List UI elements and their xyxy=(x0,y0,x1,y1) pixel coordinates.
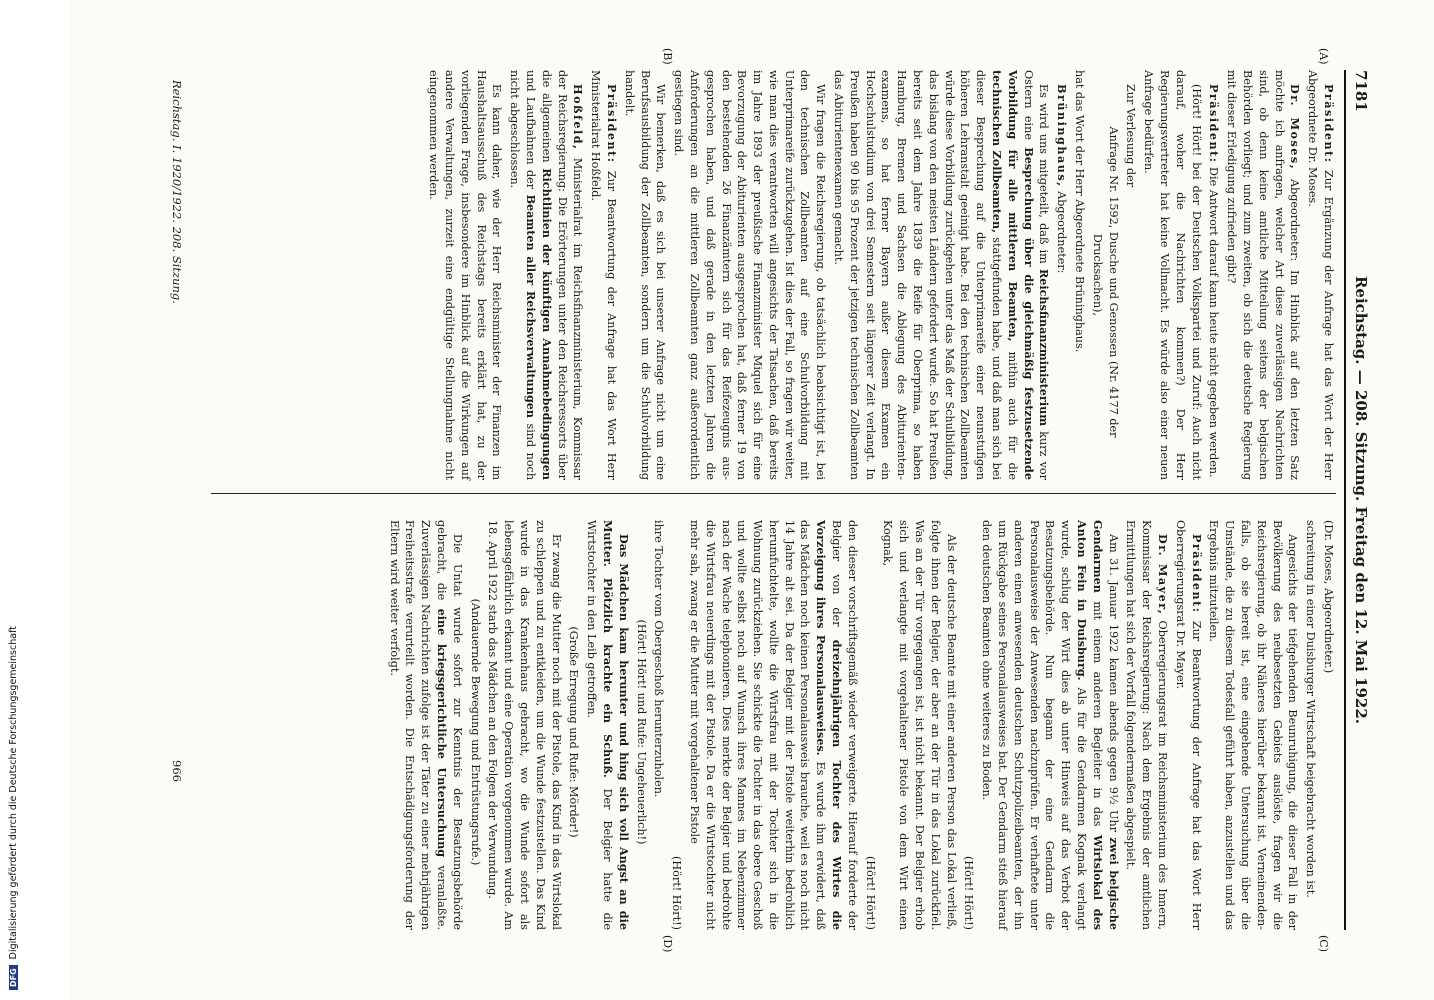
right-column xyxy=(423,70,1336,480)
dfg-credit-text: Digitalisierung gefördert durch die Deutsche Forschungsgemeinschaft xyxy=(8,626,19,960)
paragraph-text: Die Antwort darauf kann heute nicht gegeben werden. xyxy=(1207,167,1221,478)
speaker-name: Präsident: xyxy=(1189,534,1204,614)
dfg-credit xyxy=(8,626,19,990)
paragraph: Angesichts der tiefgehenden Beunruhigung, die dieser Fall in der Bevölkerung des neubesetzten Gebiets auslöste, fragen wir die Reichsregierung, ob ihr Näheres hierüber bekannt ist. Verneinendenfalls, ob sie bereit ist, eine eingehende Untersuchung über die Umstände, die zu diesem Todesfall geführt haben, anzustellen und das Ergebnis mitzuteilen. xyxy=(1207,520,1300,930)
paragraph-text: Der Belgier hatte die Wirtstochter in den Leib getroffen. xyxy=(585,520,614,930)
dfg-logo: DFG xyxy=(9,965,18,990)
paragraph-text: kurz vor Ostern eine xyxy=(1021,70,1051,480)
paragraph-text: Ministerialrat im Reichsfinanzministerium, Kommissar der Reichsregierung: Die Erörterungen unter den Reichsressorts über die allgemeinen xyxy=(539,70,585,480)
paragraph: Zur Verlesung der xyxy=(1124,84,1138,188)
paragraph-text: veranlaßte. Zuverlässigen Nachrichten zufolge ist der Täter zu einer mehrjährigen Freiheitsstrafe verurteilt worden. Die Entschädigungsforderung der Eltern wird weiter verfolgt. xyxy=(387,520,448,930)
margin-marker-a: (A) xyxy=(1317,48,1330,65)
interjection: (Andauernde Bewegung und Entrüstungsrufe.) xyxy=(468,598,482,866)
emphasis-text: Richtlinien der künftigen Annahmebedingungen xyxy=(539,168,554,480)
page-header xyxy=(1344,70,1374,930)
paragraph-text: Zur Beantwortung der Anfrage hat das Wort Herr Ministerialrat Hoßfeld. xyxy=(589,70,618,480)
paragraph: Es kann daher, wie der Herr Reichsminister der Finanzen im Haushaltsausschuß des Reichstags bereits erklärt hat, zu der vorliegenden Frage, insbesondere im Hinblick auf die Wirkungen auf andere Verwaltungen, zurzeit eine endgültige Stellungnahme nicht eingenommen werden. xyxy=(427,70,504,480)
margin-marker-c: (C) xyxy=(1317,935,1330,952)
emphasis-text: eine kriegsgerichtliche Untersuchung xyxy=(434,608,449,858)
paragraph: Er zwang die Mutter noch mit der Pistole, das Kind in das Wirtslokal zu schleppen und zu entkleiden, um die Wunde festzustellen. Das Kind wurde in das Krankenhaus gebracht, wo die Wunde sofort als lebensgefährlich erkannt und eine Operation vorgenommen wurde. Am 18. April 1922 starb das Mädchen an den Folgen der Verwundung. xyxy=(486,520,563,930)
paragraph: Wir fragen die Reichsregierung, ob tatsächlich beabsichtigt ist, bei den technischen Zollbeamten auf eine Schulvorbildung mit Unterprimareife zurückzugehen. Ist dies der Fall, so fragen wir weiter, wie man dies verantworten will angesichts der Tatsachen, daß bereits im Jahre 1893 der preußische Finanzminister Miquel sich für eine Bevorzugung der Abiturienten ausgesprochen hat, daß ferner 19 von den bestehenden 26 Finanzämtern sich für das Reifezeugnis ausgesprochen haben, und daß gerade in den letzten Jahren die Anforderungen an die mittleren Zollbeamten ganz außerordentlich gestiegen sind. xyxy=(672,70,828,480)
paragraph: Wir bemerken, daß es sich bei unserer Anfrage nicht um eine Berufsausbildung der Zollbeamten, sondern um die Schulvorbildung handelt. xyxy=(622,70,668,480)
speaker-name: Präsident: xyxy=(1322,84,1336,164)
emphasis-text: Wirtslokal des Anton Fein in Duisburg. xyxy=(1075,520,1105,930)
paragraph-text: Die Untat wurde sofort zur Kenntnis der Besatzungsbehörde gebracht, die xyxy=(434,520,464,930)
interjection: (Große Erregung und Rufe: Mörder!) xyxy=(567,626,581,838)
paragraph-text: Abgeordneter: xyxy=(1055,191,1069,274)
paragraph-text: mithin auch für die xyxy=(1005,351,1019,480)
column-divider xyxy=(211,493,1336,494)
footer-session: Reichstag. I. 1920/1922. 208. Sitzung. xyxy=(170,80,184,304)
paragraph-text: stattgefunden habe, und daß man sich bei dieser Besprechung auf die Unterprimareife einer neunstufigen höheren Lehranstalt geeinigt habe. Bei den technischen Zollbeamten würde diese Vorbildung zurückgehen unter das Maß der Schulbildung, das bislang von den meisten Ländern gefordert wurde. So hat Preußen bereits seit dem Jahre 1839 die Reife für Oberprima, so haben Hamburg, Bremen und Sachsen die Ablegung des Abiturientenexamens, so hat ferner Bayern außer diesem Examen ein Hochschulstudium von drei Semestern seit längerer Zeit verlangt. In Preußen haben 90 bis 95 Prozent der jetzigen technischen Zollbeamten das Abiturientenexamen gemacht. xyxy=(832,70,1004,480)
margin-marker-b: (B) xyxy=(661,48,674,65)
paragraph-text: Es wurde ihm erwidert, daß das Mädchen noch keinen Personalausweis brauche, weil es noch nicht 14 Jahre alt sei. Da der Belgier mit der Pistole weiterhin bedrohlich herumfuchtelte, wollte die Wirtsfrau mit der Tochter sich in die Wohnung zurückziehen. Sie schickte die Tochter in das obere Geschoß und wollte selbst noch auf Wunsch ihres Mannes im Nebenzimmer nach der Wache telephonieren. Dies merkte der Belgier und bedrohte die Wirtsfrau neuerdings mit der Pistole. Da er die Wirtstochter nicht mehr sah, zwang er die Mutter mit vorgehaltener Pistole xyxy=(687,520,828,931)
emphasis-text: Reichsfinanzministerium xyxy=(1037,268,1052,427)
speaker-note: (Dr. Moses, Abgeordneter.) xyxy=(1322,520,1335,674)
emphasis-text: zwei belgische Gendarmen xyxy=(1090,520,1121,931)
emphasis-text: Beamten aller Reichsverwaltungen xyxy=(523,194,538,419)
emphasis-text: technischen Zollbeamten, xyxy=(990,70,1005,234)
interjection: (Hört! Hört!) xyxy=(962,856,976,930)
speaker-name: Hoßfeld, xyxy=(571,84,586,151)
emphasis-text: dreizehnjährigen Tochter des Wirtes die Vorzeigung ihres Personalausweises. xyxy=(814,520,845,930)
paragraph-text: Oberregierungsrat im Reichsministerium des Innern, Kommissar der Reichsregierung: Nach dem Ergebnis der amtlichen Ermittlungen hat sich der Vorfall folgendermaßen abgespielt. xyxy=(1124,520,1170,930)
paragraph-text: Abgeordneter: Im Hinblick auf den letzten Satz möchte ich anfragen, welcher Art diese zuverlässigen Nachrichten sind, ob denn keine amtliche Mitteilung seitens der belgischen Behörden vorliegt; und zum zweiten, ob sich die deutsche Regierung mit dieser Erledigung zufrieden gibt? xyxy=(1225,70,1302,480)
speaker-name: Präsident: xyxy=(1207,84,1222,164)
paragraph-text: Es wird uns mitgeteilt, daß im xyxy=(1037,84,1051,264)
paragraph: ihre Tochter vom Obergeschoß herunterzuholen. xyxy=(652,520,666,798)
paragraph-text: Zur Ergänzung der Anfrage hat das Wort der Herr Abgeordnete Dr. Moses. xyxy=(1306,70,1335,480)
emphasis-text: Das Mädchen kam herunter und hing sich voll Angst an die Mutter. Plötzlich krachte ein Schuß. xyxy=(600,520,631,930)
interjection: (Hört! Hört!) xyxy=(863,856,877,930)
document-sheet xyxy=(70,0,1434,1000)
paragraph: schreitung in einer Duisburger Wirtschaft beigebracht worden ist. xyxy=(1304,520,1318,898)
paragraph: Als der deutsche Beamte mit einer anderen Person das Lokal verließ, folgte ihnen der Belgier, der aber an der Tür in das Lokal zurückfiel. Was an der Tür vorgegangen ist, ist nicht bekannt. Der Belgier erhob sich und verlangte mit vorgehaltener Pistole von dem Wirt einen Kognak, xyxy=(881,520,958,930)
speaker-name: Präsident: xyxy=(604,84,619,164)
paragraph-text: sind noch nicht abgeschlossen. xyxy=(508,70,537,481)
inquiry-reference: Anfrage Nr. 1592, Dusche und Genossen (Nr. 4177 der Drucksachen), xyxy=(1090,126,1120,438)
paragraph-text: den dieser vorschriftsgemäß wieder verweigerte. Hierauf forderte der Belgier von der xyxy=(830,520,859,930)
interjection: (Hört! Hört! bei der Deutschen Volkspartei und Zuruf: Auch nicht darauf, woher die Nachrichten kommen?) Der Herr Regierungsvertreter hat keine Vollmacht. Es würde also einer neuen Anfrage bedürfen. xyxy=(1142,70,1203,480)
interjection: (Hört! Hört!) xyxy=(670,856,684,930)
footer-page-number: 966 xyxy=(170,760,184,782)
speaker-name: Dr. Mayer, xyxy=(1156,534,1171,616)
page-number: 7181 xyxy=(1352,70,1370,112)
margin-marker-d: (D) xyxy=(661,935,674,953)
emphasis-text: Besprechung über die gleichmäßig festzusetzende Vorbildung für alle mittleren Beamten, xyxy=(1005,70,1036,480)
sidebar xyxy=(0,0,70,1000)
paragraph-text: mit einem anderen Begleiter in das xyxy=(1090,601,1104,827)
interjection: (Hört! Hört! und Rufe: Ungeheuerlich!) xyxy=(634,619,648,845)
paragraph-text: Zur Beantwortung der Anfrage hat das Wort Herr Oberregierungsrat Dr. Mayer. xyxy=(1173,520,1203,930)
left-column xyxy=(384,520,1336,930)
speaker-name: Dr. Moses, xyxy=(1288,84,1303,171)
page-title: Reichstag. — 208. Sitzung. Freitag den 12. Mai 1922. xyxy=(1352,275,1370,725)
paragraph: hat das Wort der Herr Abgeordnete Brüninghaus. xyxy=(1073,70,1087,353)
speaker-name: Brüninghaus, xyxy=(1055,84,1070,188)
paragraph-text: Am 31. Januar 1922 kamen abends gegen 9½ Uhr xyxy=(1106,534,1120,833)
paragraph-text: Als für die Gendarmen Kognak verlangt wurde, schlug der Wirt dies ab unter Hinweis auf das Verbot der Besatzungsbehörde. Nun begann der eine Gendarm die Personalausweise der Anwesenden nachzuprüfen. Er verhaftete unter anderen einen anwesenden deutschen Schutzpolizeibeamten, der ihn um Rückgabe seines Personalausweises bat. Der Gendarm stieß hierauf den deutschen Beamten ohne weiteres zu Boden. xyxy=(980,520,1089,930)
paragraph-text: und Laufbahnen der xyxy=(523,70,537,190)
